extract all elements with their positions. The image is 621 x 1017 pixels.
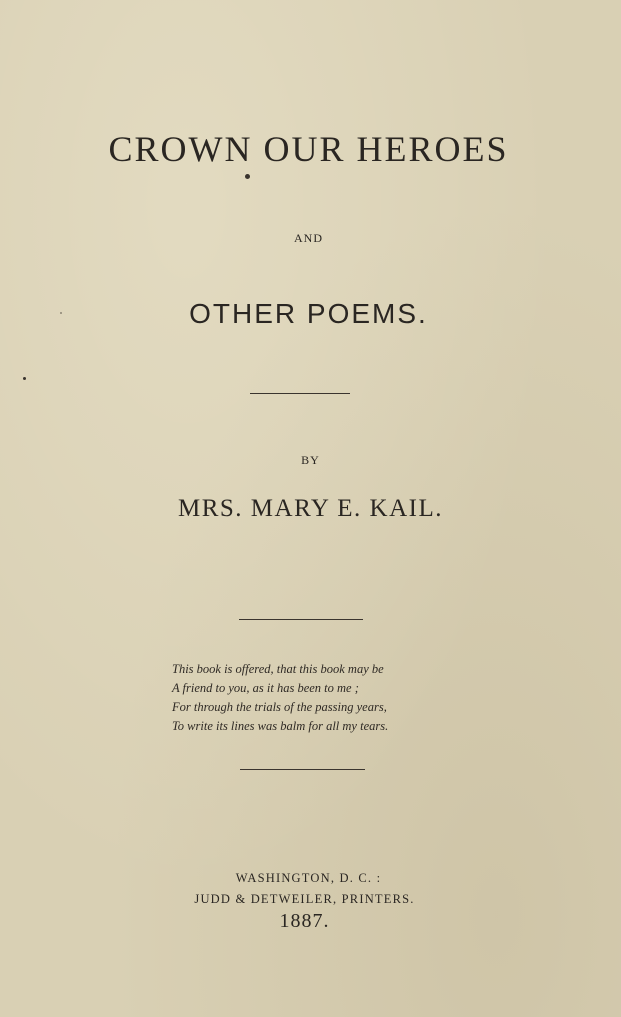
ink-speck xyxy=(60,312,62,314)
epigraph-line: This book is offered, that this book may be xyxy=(172,662,384,676)
divider-rule xyxy=(239,619,363,620)
imprint-printer: JUDD & DETWEILER, PRINTERS. xyxy=(194,892,415,906)
divider-rule xyxy=(250,393,350,394)
imprint-place: WASHINGTON, D. C. : xyxy=(235,871,382,885)
epigraph-line: A friend to you, as it has been to me ; xyxy=(172,681,359,695)
by-line: BY xyxy=(301,453,320,467)
book-title: CROWN OUR HEROES xyxy=(108,129,509,169)
epigraph xyxy=(172,660,472,736)
ink-speck xyxy=(23,377,26,380)
imprint-year: 1887. xyxy=(279,910,330,932)
epigraph-line: To write its lines was balm for all my tears. xyxy=(172,719,389,733)
book-subtitle: OTHER POEMS. xyxy=(189,298,428,329)
divider-rule xyxy=(240,769,365,770)
epigraph-line: For through the trials of the passing years, xyxy=(172,700,387,714)
ink-speck xyxy=(245,174,250,179)
title-conjunction: AND xyxy=(294,231,323,245)
author-name: MRS. MARY E. KAIL. xyxy=(178,495,443,522)
